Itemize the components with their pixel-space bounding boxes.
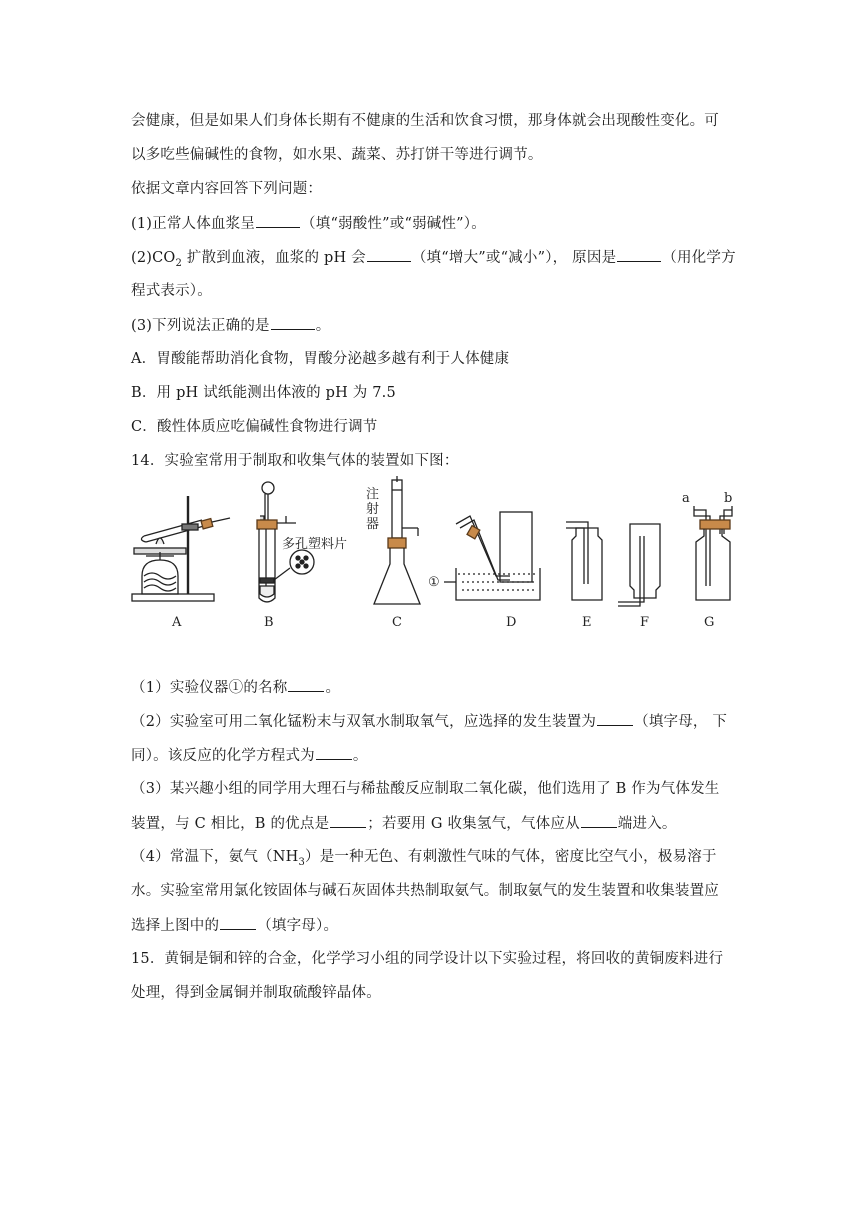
answer-blank[interactable] <box>617 247 661 262</box>
instrument-one-label: ① <box>428 575 440 590</box>
port-a-label: a <box>682 491 690 506</box>
answer-blank[interactable] <box>271 315 315 330</box>
q13-option-c: C．酸性体质应吃偏碱性食物进行调节 <box>131 419 378 435</box>
answer-blank[interactable] <box>256 213 300 228</box>
q14-sub-4: （4）常温下，氨气$(NH_3)$是一种无色、有刺激性气味的气体，密度比空气小，极易溶于 <box>131 849 717 868</box>
svg-text:F: F <box>640 615 650 630</box>
q14-sub-3-cont: 装置，与 C 相比，B 的优点是 ；若要用 G 收集氢气，气体应从 端进入。 <box>131 813 677 834</box>
answer-blank[interactable] <box>367 247 411 262</box>
q14-sub-4-cont-2: 选择上图中的 （填字母）。 <box>131 915 338 936</box>
figure-labels <box>171 487 732 630</box>
answer-blank[interactable] <box>316 745 352 760</box>
svg-text:E: E <box>582 615 592 630</box>
q14-title: 14．实验室常用于制取和收集气体的装置如下图： <box>131 453 459 469</box>
port-b-label: b <box>724 491 733 506</box>
answer-blank[interactable] <box>220 915 256 930</box>
apparatus-g <box>694 506 732 600</box>
q14-sub-2: （2）实验室可用二氧化锰粉末与双氧水制取氧气，应选择的发生装置为 （填字母， 下 <box>131 711 727 732</box>
svg-text:C: C <box>392 615 402 630</box>
q13-option-a: A．胃酸能帮助消化食物，胃酸分泌越多越有利于人体健康 <box>131 351 510 367</box>
apparatus-f <box>618 524 660 606</box>
apparatus-d <box>444 512 540 600</box>
q13-part-2-cont: 程式表示）。 <box>131 283 212 299</box>
q15-line-2: 处理，得到金属铜并制取硫酸锌晶体。 <box>131 985 381 1001</box>
article-line-1: 会健康，但是如果人们身体长期有不健康的生活和饮食习惯，那身体就会出现酸性变化。可 <box>131 113 719 129</box>
q14-sub-2-cont: 同）。该反应的化学方程式为 。 <box>131 745 368 766</box>
q13-part-2: $(2)CO_2$ 扩散到血液，血浆的 pH 会 （填“增大”或“减小”）， 原因是 （用化学方 <box>131 247 736 274</box>
q13-option-b: B．用 pH 试纸能测出体液的 pH 为 7.5 <box>131 385 396 401</box>
article-line-2: 以多吃些偏碱性的食物，如水果、蔬菜、苏打饼干等进行调节。 <box>131 147 543 163</box>
answer-blank[interactable] <box>597 711 633 726</box>
answer-blank[interactable] <box>330 813 366 828</box>
q14-sub-3: （3）某兴趣小组的同学用大理石与稀盐酸反应制取二氧化碳，他们选用了 B 作为气体发生 <box>131 781 720 797</box>
svg-text:D: D <box>506 615 517 630</box>
q13-part-1: (1)正常人体血浆呈 （填“弱酸性”或“弱碱性”）。 <box>131 213 486 234</box>
answer-blank[interactable] <box>288 677 324 692</box>
apparatus-figure <box>126 476 736 634</box>
apparatus-a <box>132 496 230 601</box>
syringe-label-2: 射 <box>366 502 380 517</box>
apparatus-e <box>566 522 602 600</box>
q15-line-1: 15．黄铜是铜和锌的合金，化学学习小组的同学设计以下实验过程，将回收的黄铜废料进行 <box>131 951 724 967</box>
svg-text:A: A <box>172 615 182 630</box>
q14-sub-4-cont: 水。实验室常用氯化铵固体与碱石灰固体共热制取氨气。制取氨气的发生装置和收集装置应 <box>131 883 719 899</box>
svg-text:G: G <box>704 615 715 630</box>
apparatus-c <box>374 476 420 604</box>
question-prompt: 依据文章内容回答下列问题： <box>131 181 323 197</box>
syringe-label-3: 器 <box>366 517 380 532</box>
q13-part-3: (3)下列说法正确的是 。 <box>131 315 330 336</box>
svg-text:B: B <box>264 615 274 630</box>
answer-blank[interactable] <box>581 813 617 828</box>
q14-sub-1: （1）实验仪器①的名称 。 <box>131 677 340 698</box>
syringe-label-1: 注 <box>366 487 380 502</box>
perforated-plate-label: 多孔塑料片 <box>282 537 348 552</box>
